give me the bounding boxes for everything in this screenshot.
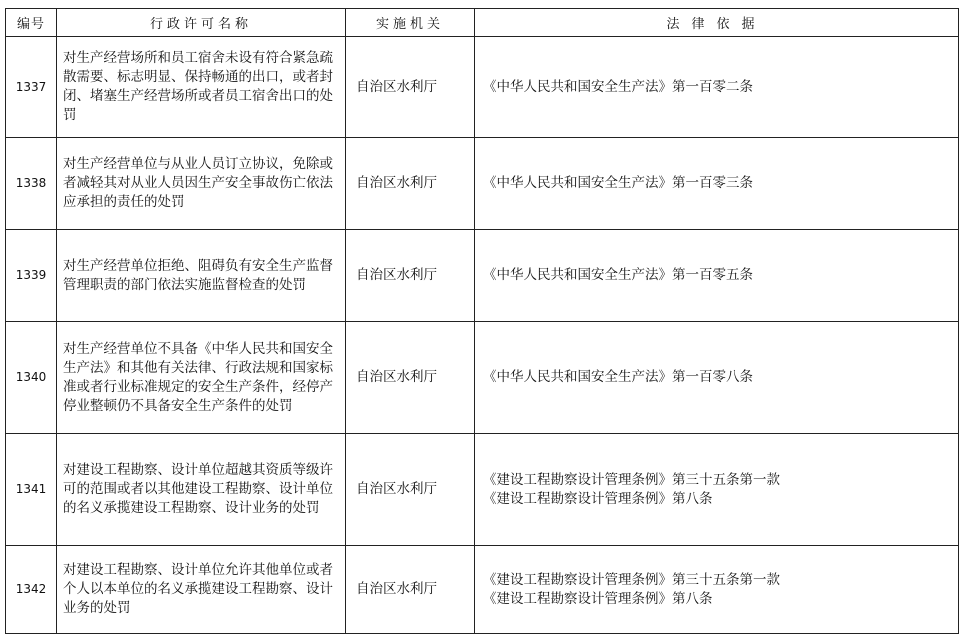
row-legal-basis [475, 37, 959, 138]
row-license-name: 对建设工程勘察、设计单位超越其资质等级许可的范围或者以其他建设工程勘察、设计单位的名义承揽建设工程勘察、设计业务的处罚 [57, 434, 346, 546]
administrative-penalty-table [5, 8, 959, 634]
table-row [6, 138, 959, 230]
legal-basis-line: 《中华人民共和国安全生产法》第一百零五条 [483, 267, 753, 283]
row-number: 1338 [6, 138, 57, 230]
row-license-name: 对生产经营单位拒绝、阻碍负有安全生产监督管理职责的部门依法实施监督检查的处罚 [57, 230, 346, 322]
table-row [6, 230, 959, 322]
row-legal-basis [475, 322, 959, 434]
row-legal-basis [475, 138, 959, 230]
table-row [6, 322, 959, 434]
row-license-name: 对生产经营单位与从业人员订立协议，免除或者减轻其对从业人员因生产安全事故伤亡依法应承担的责任的处罚 [57, 138, 346, 230]
legal-basis-line: 《建设工程勘察设计管理条例》第三十五条第一款 [483, 571, 780, 588]
legal-basis-line: 《中华人民共和国安全生产法》第一百零三条 [483, 175, 753, 191]
row-implementing-agency: 自治区水利厅 [346, 546, 475, 634]
row-license-name: 对生产经营场所和员工宿舍未设有符合紧急疏散需要、标志明显、保持畅通的出口，或者封闭、堵塞生产经营场所或者员工宿舍出口的处罚 [57, 37, 346, 138]
row-implementing-agency: 自治区水利厅 [346, 434, 475, 546]
row-license-name: 对生产经营单位不具备《中华人民共和国安全生产法》和其他有关法律、行政法规和国家标准或者行业标准规定的安全生产条件，经停产停业整顿仍不具备安全生产条件的处罚 [57, 322, 346, 434]
table-row [6, 37, 959, 138]
header-legal-basis: 法律依据 [475, 9, 959, 37]
table-header-row [6, 9, 959, 37]
header-license-name: 行政许可名称 [57, 9, 346, 37]
row-implementing-agency: 自治区水利厅 [346, 138, 475, 230]
row-number: 1342 [6, 546, 57, 634]
row-number: 1340 [6, 322, 57, 434]
table-row [6, 546, 959, 634]
table-row [6, 434, 959, 546]
row-legal-basis [475, 434, 959, 546]
legal-basis-line: 《建设工程勘察设计管理条例》第八条 [483, 490, 713, 507]
row-legal-basis [475, 546, 959, 634]
row-number: 1337 [6, 37, 57, 138]
legal-basis-line: 《中华人民共和国安全生产法》第一百零二条 [483, 78, 753, 95]
header-number: 编号 [6, 9, 57, 37]
row-number: 1341 [6, 434, 57, 546]
row-number: 1339 [6, 230, 57, 322]
row-implementing-agency: 自治区水利厅 [346, 322, 475, 434]
row-legal-basis [475, 230, 959, 322]
row-implementing-agency: 自治区水利厅 [346, 37, 475, 138]
row-license-name: 对建设工程勘察、设计单位允许其他单位或者个人以本单位的名义承揽建设工程勘察、设计业务的处罚 [57, 546, 346, 634]
header-implementing-agency: 实施机关 [346, 9, 475, 37]
row-implementing-agency: 自治区水利厅 [346, 230, 475, 322]
legal-basis-line: 《中华人民共和国安全生产法》第一百零八条 [483, 369, 753, 385]
legal-basis-line: 《建设工程勘察设计管理条例》第三十五条第一款 [483, 471, 780, 488]
legal-basis-line: 《建设工程勘察设计管理条例》第八条 [483, 590, 713, 607]
